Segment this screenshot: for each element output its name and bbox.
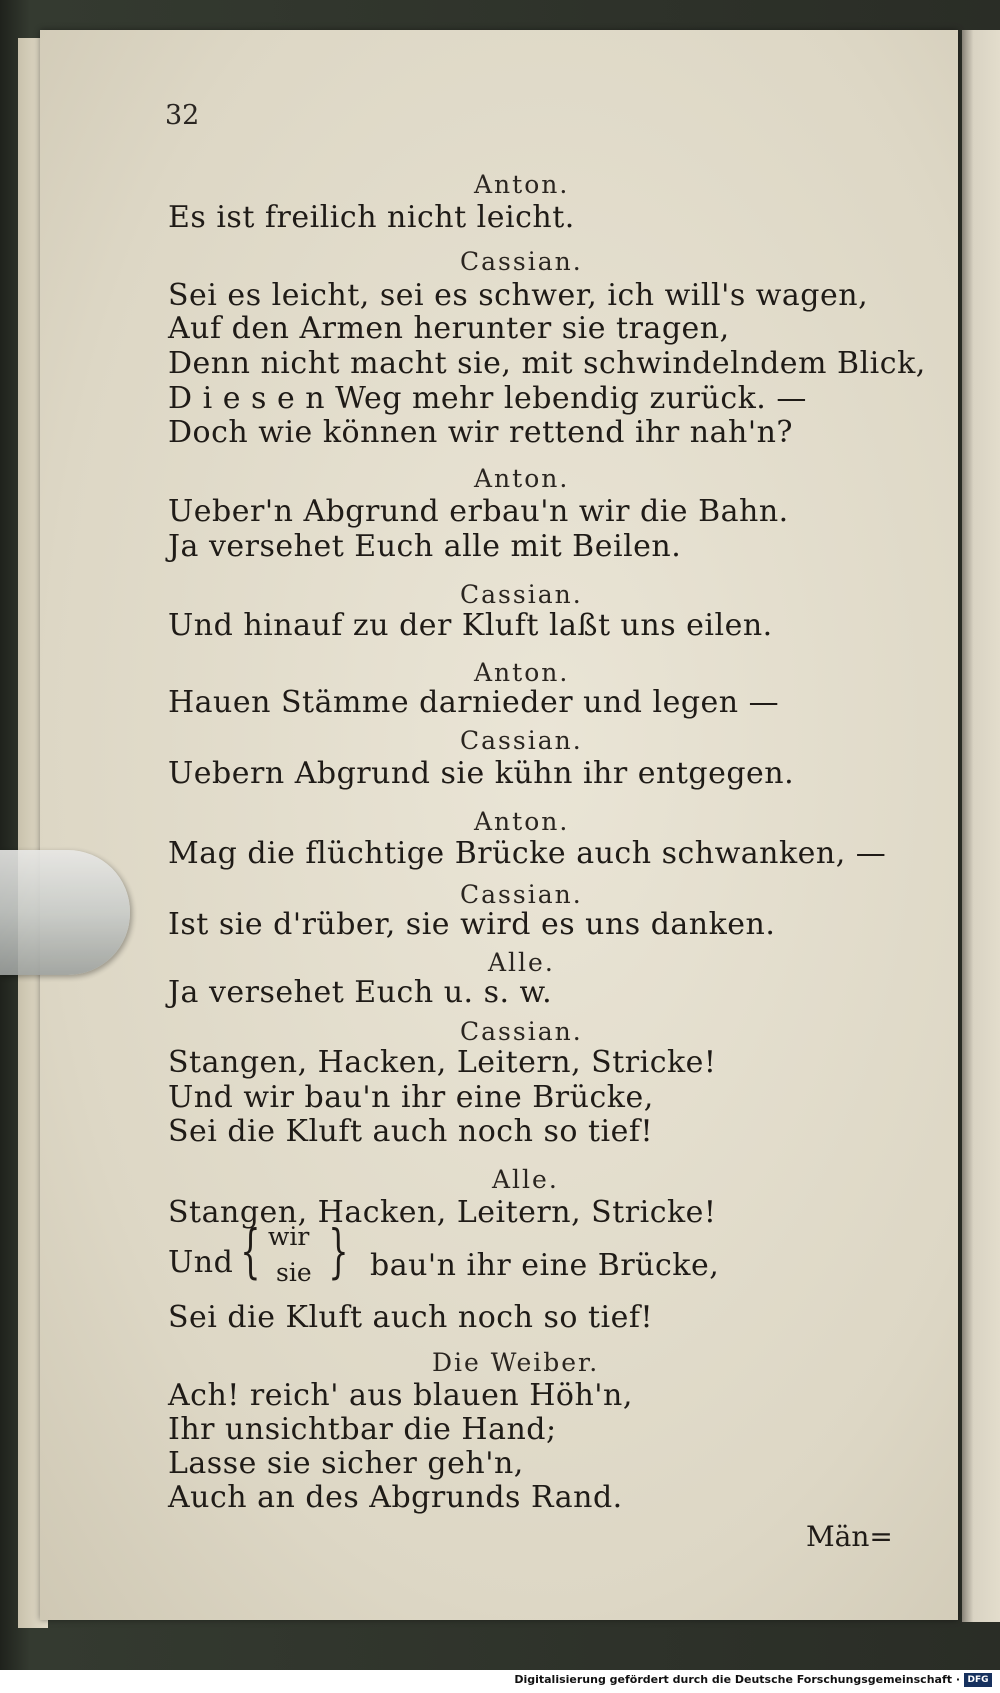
verse-line: Ist sie d'rüber, sie wird es uns danken.: [168, 907, 776, 942]
verse-line: Ach! reich' aus blauen Höh'n,: [168, 1378, 633, 1413]
speaker-label: Cassian.: [460, 880, 583, 909]
catchword: Män=: [806, 1520, 893, 1553]
right-brace: }: [328, 1217, 349, 1285]
verse-line: Und wir bau'n ihr eine Brücke,: [168, 1080, 654, 1115]
speaker-label: Anton.: [474, 170, 570, 199]
verse-line: D i e s e n Weg mehr lebendig zurück. —: [168, 381, 807, 416]
verse-line: Auch an des Abgrunds Rand.: [168, 1480, 623, 1515]
brace-line-rest: bau'n ihr eine Brücke,: [370, 1248, 720, 1283]
verse-line: Hauen Stämme darnieder und legen —: [168, 685, 780, 720]
brace-option-top: wir: [268, 1222, 310, 1251]
facing-page-edge: [962, 30, 1000, 1622]
verse-line: Lasse sie sicher geh'n,: [168, 1446, 524, 1481]
speaker-label: Die Weiber.: [432, 1348, 600, 1377]
verse-line: Stangen, Hacken, Leitern, Stricke!: [168, 1195, 717, 1230]
speaker-label: Anton.: [474, 807, 570, 836]
brace-option-bottom: sie: [276, 1258, 312, 1287]
page-number: 32: [165, 100, 200, 131]
dfg-logo: DFG: [964, 1673, 992, 1687]
verse-line: Mag die flüchtige Brücke auch schwanken, —: [168, 836, 887, 871]
verse-line: Auf den Armen herunter sie tragen,: [168, 311, 730, 346]
page-clip: [0, 850, 130, 975]
verse-line: Und hinauf zu der Kluft laßt uns eilen.: [168, 608, 773, 643]
verse-line: Sei es leicht, sei es schwer, ich will's wagen,: [168, 278, 869, 313]
verse-line: Doch wie können wir rettend ihr nah'n?: [168, 415, 793, 450]
speaker-label: Cassian.: [460, 247, 583, 276]
verse-line: Uebern Abgrund sie kühn ihr entgegen.: [168, 756, 795, 791]
verse-line: Es ist freilich nicht leicht.: [168, 200, 575, 235]
verse-line: Denn nicht macht sie, mit schwindelndem Blick,: [168, 346, 926, 381]
verse-line: Ja versehet Euch alle mit Beilen.: [168, 529, 682, 564]
speaker-label: Cassian.: [460, 726, 583, 755]
footer-credit: Digitalisierung gefördert durch die Deutsche Forschungsgemeinschaft ·: [514, 1673, 960, 1686]
speaker-label: Cassian.: [460, 580, 583, 609]
speaker-label: Anton.: [474, 658, 570, 687]
speaker-label: Cassian.: [460, 1017, 583, 1046]
speaker-label: Alle.: [488, 948, 555, 977]
speaker-label: Alle.: [492, 1165, 559, 1194]
verse-line: Sei die Kluft auch noch so tief!: [168, 1114, 654, 1149]
verse-line: Ja versehet Euch u. s. w.: [168, 975, 553, 1010]
footer-bar: [0, 1670, 1000, 1693]
left-brace: {: [240, 1217, 261, 1285]
verse-line: Sei die Kluft auch noch so tief!: [168, 1300, 654, 1335]
verse-line: Stangen, Hacken, Leitern, Stricke!: [168, 1045, 717, 1080]
brace-line-lead: Und: [168, 1245, 234, 1280]
speaker-label: Anton.: [474, 464, 570, 493]
verse-line: Ueber'n Abgrund erbau'n wir die Bahn.: [168, 494, 789, 529]
verse-line: Ihr unsichtbar die Hand;: [168, 1412, 557, 1447]
